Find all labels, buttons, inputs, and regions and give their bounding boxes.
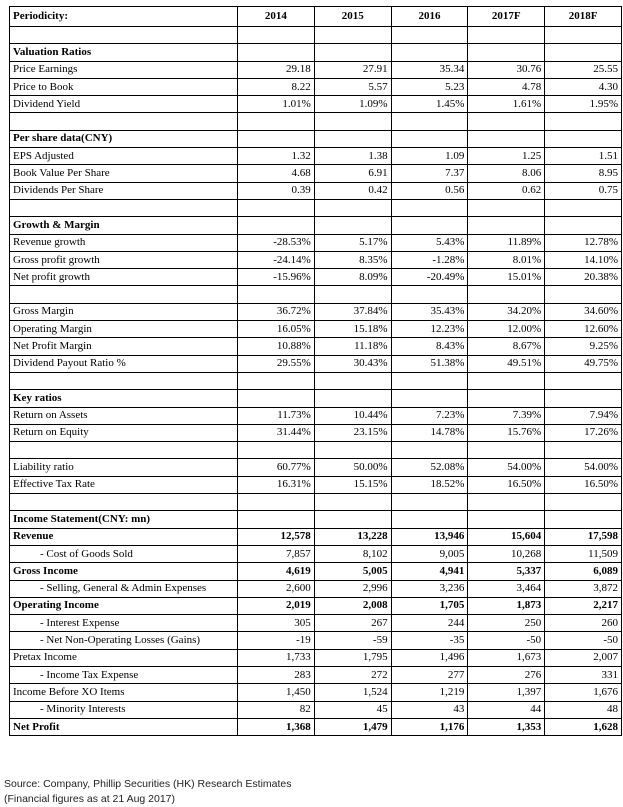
value-cell: 44 <box>468 701 545 718</box>
empty-cell <box>238 494 315 511</box>
value-cell: 5.17% <box>314 234 391 251</box>
row-label: - Interest Expense <box>10 615 238 632</box>
table-row <box>10 649 622 666</box>
section-header-row <box>10 511 622 528</box>
table-row <box>10 701 622 718</box>
value-cell: 1.09 <box>391 148 468 165</box>
value-cell: -24.14% <box>238 251 315 268</box>
empty-cell <box>391 217 468 234</box>
value-cell: 8,102 <box>314 545 391 562</box>
value-cell: 1.32 <box>238 148 315 165</box>
empty-cell <box>468 27 545 44</box>
year-header: 2017F <box>468 7 545 27</box>
value-cell: -50 <box>468 632 545 649</box>
value-cell: 15.18% <box>314 321 391 338</box>
empty-cell <box>391 372 468 389</box>
source-note: Source: Company, Phillip Securities (HK) Research Estimates <box>4 778 292 790</box>
empty-cell <box>238 442 315 459</box>
value-cell: 35.43% <box>391 303 468 320</box>
empty-cell <box>468 390 545 407</box>
value-cell: 2,008 <box>314 597 391 614</box>
value-cell: 3,464 <box>468 580 545 597</box>
value-cell: 1,628 <box>545 718 622 735</box>
value-cell: 16.31% <box>238 476 315 493</box>
empty-cell <box>10 372 238 389</box>
spacer-row <box>10 27 622 44</box>
value-cell: 244 <box>391 615 468 632</box>
table-row <box>10 580 622 597</box>
table-row <box>10 424 622 441</box>
value-cell: 45 <box>314 701 391 718</box>
value-cell: 15,604 <box>468 528 545 545</box>
value-cell: 10.44% <box>314 407 391 424</box>
row-label: Revenue <box>10 528 238 545</box>
value-cell: 27.91 <box>314 61 391 78</box>
empty-cell <box>545 286 622 303</box>
value-cell: 260 <box>545 615 622 632</box>
row-label: Operating Margin <box>10 321 238 338</box>
row-label: Return on Assets <box>10 407 238 424</box>
table-row <box>10 632 622 649</box>
value-cell: 82 <box>238 701 315 718</box>
value-cell: 305 <box>238 615 315 632</box>
value-cell: 54.00% <box>545 459 622 476</box>
value-cell: 34.60% <box>545 303 622 320</box>
value-cell: 9.25% <box>545 338 622 355</box>
table-row <box>10 563 622 580</box>
value-cell: 29.55% <box>238 355 315 372</box>
empty-cell <box>10 442 238 459</box>
empty-cell <box>545 442 622 459</box>
empty-cell <box>468 511 545 528</box>
value-cell: 1,705 <box>391 597 468 614</box>
row-label: Net Profit <box>10 718 238 735</box>
value-cell: 1,795 <box>314 649 391 666</box>
empty-cell <box>238 390 315 407</box>
value-cell: 267 <box>314 615 391 632</box>
value-cell: -19 <box>238 632 315 649</box>
value-cell: 8.01% <box>468 251 545 268</box>
row-label: Dividend Yield <box>10 96 238 113</box>
value-cell: 8.22 <box>238 78 315 95</box>
value-cell: 17.26% <box>545 424 622 441</box>
value-cell: 1,673 <box>468 649 545 666</box>
table-row <box>10 78 622 95</box>
table-row <box>10 407 622 424</box>
value-cell: 1.95% <box>545 96 622 113</box>
value-cell: 11,509 <box>545 545 622 562</box>
value-cell: 52.08% <box>391 459 468 476</box>
value-cell: -50 <box>545 632 622 649</box>
row-label: - Selling, General & Admin Expenses <box>10 580 238 597</box>
empty-cell <box>468 286 545 303</box>
table-row <box>10 476 622 493</box>
empty-cell <box>314 130 391 147</box>
empty-cell <box>238 199 315 216</box>
year-header: 2018F <box>545 7 622 27</box>
empty-cell <box>545 199 622 216</box>
value-cell: 3,236 <box>391 580 468 597</box>
value-cell: 1.51 <box>545 148 622 165</box>
value-cell: 4,619 <box>238 563 315 580</box>
table-row <box>10 615 622 632</box>
empty-cell <box>314 113 391 130</box>
empty-cell <box>314 494 391 511</box>
table-row <box>10 666 622 683</box>
value-cell: 49.51% <box>468 355 545 372</box>
value-cell: 2,019 <box>238 597 315 614</box>
empty-cell <box>10 494 238 511</box>
value-cell: 51.38% <box>391 355 468 372</box>
value-cell: 2,996 <box>314 580 391 597</box>
value-cell: 13,228 <box>314 528 391 545</box>
value-cell: 16.05% <box>238 321 315 338</box>
empty-cell <box>391 390 468 407</box>
table-row <box>10 251 622 268</box>
spacer-row <box>10 494 622 511</box>
table-row <box>10 597 622 614</box>
value-cell: 23.15% <box>314 424 391 441</box>
empty-cell <box>10 27 238 44</box>
value-cell: 331 <box>545 666 622 683</box>
value-cell: 15.15% <box>314 476 391 493</box>
value-cell: 7.23% <box>391 407 468 424</box>
table-row <box>10 355 622 372</box>
row-label: Dividend Payout Ratio % <box>10 355 238 372</box>
value-cell: 1,450 <box>238 684 315 701</box>
row-label: - Net Non-Operating Losses (Gains) <box>10 632 238 649</box>
footer-notes <box>4 777 292 807</box>
value-cell: 0.39 <box>238 182 315 199</box>
empty-cell <box>314 217 391 234</box>
row-label: Revenue growth <box>10 234 238 251</box>
value-cell: 1.61% <box>468 96 545 113</box>
value-cell: 8.67% <box>468 338 545 355</box>
value-cell: 60.77% <box>238 459 315 476</box>
empty-cell <box>238 286 315 303</box>
empty-cell <box>391 286 468 303</box>
row-label: Price Earnings <box>10 61 238 78</box>
value-cell: -1.28% <box>391 251 468 268</box>
value-cell: 277 <box>391 666 468 683</box>
row-label: Income Before XO Items <box>10 684 238 701</box>
empty-cell <box>238 511 315 528</box>
empty-cell <box>468 113 545 130</box>
value-cell: 49.75% <box>545 355 622 372</box>
row-label: Dividends Per Share <box>10 182 238 199</box>
empty-cell <box>391 130 468 147</box>
value-cell: 4.30 <box>545 78 622 95</box>
empty-cell <box>545 494 622 511</box>
value-cell: 1,176 <box>391 718 468 735</box>
value-cell: 4.68 <box>238 165 315 182</box>
empty-cell <box>314 372 391 389</box>
section-title: Income Statement(CNY: mn) <box>10 511 238 528</box>
spacer-row <box>10 372 622 389</box>
empty-cell <box>314 390 391 407</box>
value-cell: 5.57 <box>314 78 391 95</box>
table-row <box>10 718 622 735</box>
value-cell: 8.43% <box>391 338 468 355</box>
value-cell: 43 <box>391 701 468 718</box>
value-cell: -20.49% <box>391 269 468 286</box>
value-cell: 16.50% <box>468 476 545 493</box>
row-label: - Minority Interests <box>10 701 238 718</box>
value-cell: 48 <box>545 701 622 718</box>
empty-cell <box>238 217 315 234</box>
value-cell: 1.09% <box>314 96 391 113</box>
financial-table-body <box>10 7 622 736</box>
empty-cell <box>391 113 468 130</box>
value-cell: 12.00% <box>468 321 545 338</box>
value-cell: 11.18% <box>314 338 391 355</box>
year-header: 2014 <box>238 7 315 27</box>
row-label: - Cost of Goods Sold <box>10 545 238 562</box>
spacer-row <box>10 199 622 216</box>
periodicity-label: Periodicity: <box>10 7 238 27</box>
value-cell: 12.78% <box>545 234 622 251</box>
table-row <box>10 321 622 338</box>
value-cell: 0.56 <box>391 182 468 199</box>
empty-cell <box>391 44 468 61</box>
empty-cell <box>10 286 238 303</box>
empty-cell <box>545 511 622 528</box>
value-cell: 1,479 <box>314 718 391 735</box>
row-label: Price to Book <box>10 78 238 95</box>
empty-cell <box>391 442 468 459</box>
section-title: Valuation Ratios <box>10 44 238 61</box>
value-cell: 4,941 <box>391 563 468 580</box>
year-header: 2015 <box>314 7 391 27</box>
value-cell: 37.84% <box>314 303 391 320</box>
value-cell: 35.34 <box>391 61 468 78</box>
value-cell: 20.38% <box>545 269 622 286</box>
value-cell: -35 <box>391 632 468 649</box>
row-label: Gross Income <box>10 563 238 580</box>
value-cell: 3,872 <box>545 580 622 597</box>
value-cell: 1,676 <box>545 684 622 701</box>
value-cell: 6.91 <box>314 165 391 182</box>
value-cell: 7.37 <box>391 165 468 182</box>
value-cell: 1,397 <box>468 684 545 701</box>
row-label: - Income Tax Expense <box>10 666 238 683</box>
row-label: Book Value Per Share <box>10 165 238 182</box>
value-cell: 10.88% <box>238 338 315 355</box>
empty-cell <box>545 27 622 44</box>
header-row <box>10 7 622 27</box>
table-row <box>10 182 622 199</box>
empty-cell <box>391 511 468 528</box>
value-cell: -28.53% <box>238 234 315 251</box>
value-cell: 0.75 <box>545 182 622 199</box>
table-row <box>10 269 622 286</box>
value-cell: 34.20% <box>468 303 545 320</box>
value-cell: 1.01% <box>238 96 315 113</box>
value-cell: 1,733 <box>238 649 315 666</box>
empty-cell <box>468 130 545 147</box>
value-cell: 0.42 <box>314 182 391 199</box>
empty-cell <box>10 113 238 130</box>
empty-cell <box>468 217 545 234</box>
value-cell: 8.09% <box>314 269 391 286</box>
row-label: Liability ratio <box>10 459 238 476</box>
section-title: Per share data(CNY) <box>10 130 238 147</box>
value-cell: 2,600 <box>238 580 315 597</box>
row-label: Operating Income <box>10 597 238 614</box>
empty-cell <box>545 390 622 407</box>
value-cell: 2,007 <box>545 649 622 666</box>
value-cell: 5.43% <box>391 234 468 251</box>
value-cell: 25.55 <box>545 61 622 78</box>
table-row <box>10 338 622 355</box>
table-row <box>10 234 622 251</box>
value-cell: 12,578 <box>238 528 315 545</box>
empty-cell <box>314 286 391 303</box>
value-cell: 31.44% <box>238 424 315 441</box>
value-cell: 1,353 <box>468 718 545 735</box>
value-cell: 18.52% <box>391 476 468 493</box>
value-cell: 6,089 <box>545 563 622 580</box>
value-cell: 9,005 <box>391 545 468 562</box>
section-title: Growth & Margin <box>10 217 238 234</box>
value-cell: 7,857 <box>238 545 315 562</box>
spacer-row <box>10 113 622 130</box>
value-cell: 15.01% <box>468 269 545 286</box>
value-cell: 1.45% <box>391 96 468 113</box>
value-cell: -59 <box>314 632 391 649</box>
value-cell: 272 <box>314 666 391 683</box>
table-row <box>10 459 622 476</box>
value-cell: 250 <box>468 615 545 632</box>
empty-cell <box>391 494 468 511</box>
row-label: Net profit growth <box>10 269 238 286</box>
value-cell: 10,268 <box>468 545 545 562</box>
value-cell: 8.35% <box>314 251 391 268</box>
value-cell: -15.96% <box>238 269 315 286</box>
date-note: (Financial figures as at 21 Aug 2017) <box>4 793 176 805</box>
value-cell: 16.50% <box>545 476 622 493</box>
value-cell: 4.78 <box>468 78 545 95</box>
year-header: 2016 <box>391 7 468 27</box>
value-cell: 8.06 <box>468 165 545 182</box>
empty-cell <box>238 27 315 44</box>
table-row <box>10 148 622 165</box>
section-header-row <box>10 390 622 407</box>
value-cell: 7.94% <box>545 407 622 424</box>
value-cell: 1,219 <box>391 684 468 701</box>
empty-cell <box>391 199 468 216</box>
empty-cell <box>545 372 622 389</box>
empty-cell <box>238 113 315 130</box>
value-cell: 1,496 <box>391 649 468 666</box>
empty-cell <box>468 372 545 389</box>
value-cell: 30.43% <box>314 355 391 372</box>
value-cell: 1.38 <box>314 148 391 165</box>
empty-cell <box>238 130 315 147</box>
value-cell: 50.00% <box>314 459 391 476</box>
value-cell: 13,946 <box>391 528 468 545</box>
empty-cell <box>391 27 468 44</box>
empty-cell <box>545 44 622 61</box>
section-header-row <box>10 130 622 147</box>
value-cell: 5,005 <box>314 563 391 580</box>
table-row <box>10 165 622 182</box>
row-label: Net Profit Margin <box>10 338 238 355</box>
empty-cell <box>10 199 238 216</box>
value-cell: 11.73% <box>238 407 315 424</box>
row-label: Pretax Income <box>10 649 238 666</box>
spacer-row <box>10 442 622 459</box>
value-cell: 12.23% <box>391 321 468 338</box>
empty-cell <box>314 27 391 44</box>
empty-cell <box>314 199 391 216</box>
empty-cell <box>314 511 391 528</box>
section-title: Key ratios <box>10 390 238 407</box>
value-cell: 14.10% <box>545 251 622 268</box>
value-cell: 276 <box>468 666 545 683</box>
empty-cell <box>468 199 545 216</box>
value-cell: 283 <box>238 666 315 683</box>
value-cell: 7.39% <box>468 407 545 424</box>
row-label: Gross profit growth <box>10 251 238 268</box>
value-cell: 2,217 <box>545 597 622 614</box>
empty-cell <box>545 217 622 234</box>
empty-cell <box>468 44 545 61</box>
section-header-row <box>10 44 622 61</box>
value-cell: 29.18 <box>238 61 315 78</box>
row-label: EPS Adjusted <box>10 148 238 165</box>
value-cell: 14.78% <box>391 424 468 441</box>
value-cell: 1,368 <box>238 718 315 735</box>
row-label: Effective Tax Rate <box>10 476 238 493</box>
value-cell: 5,337 <box>468 563 545 580</box>
row-label: Gross Margin <box>10 303 238 320</box>
table-row <box>10 96 622 113</box>
table-row <box>10 684 622 701</box>
value-cell: 17,598 <box>545 528 622 545</box>
row-label: Return on Equity <box>10 424 238 441</box>
value-cell: 15.76% <box>468 424 545 441</box>
financial-summary-table <box>9 6 622 736</box>
table-row <box>10 545 622 562</box>
table-row <box>10 61 622 78</box>
empty-cell <box>545 130 622 147</box>
empty-cell <box>238 44 315 61</box>
empty-cell <box>314 442 391 459</box>
value-cell: 1.25 <box>468 148 545 165</box>
value-cell: 12.60% <box>545 321 622 338</box>
table-row <box>10 303 622 320</box>
section-header-row <box>10 217 622 234</box>
empty-cell <box>468 442 545 459</box>
table-row <box>10 528 622 545</box>
empty-cell <box>238 372 315 389</box>
value-cell: 5.23 <box>391 78 468 95</box>
empty-cell <box>468 494 545 511</box>
value-cell: 11.89% <box>468 234 545 251</box>
value-cell: 0.62 <box>468 182 545 199</box>
value-cell: 36.72% <box>238 303 315 320</box>
value-cell: 30.76 <box>468 61 545 78</box>
empty-cell <box>545 113 622 130</box>
spacer-row <box>10 286 622 303</box>
empty-cell <box>314 44 391 61</box>
value-cell: 1,524 <box>314 684 391 701</box>
value-cell: 1,873 <box>468 597 545 614</box>
value-cell: 54.00% <box>468 459 545 476</box>
value-cell: 8.95 <box>545 165 622 182</box>
